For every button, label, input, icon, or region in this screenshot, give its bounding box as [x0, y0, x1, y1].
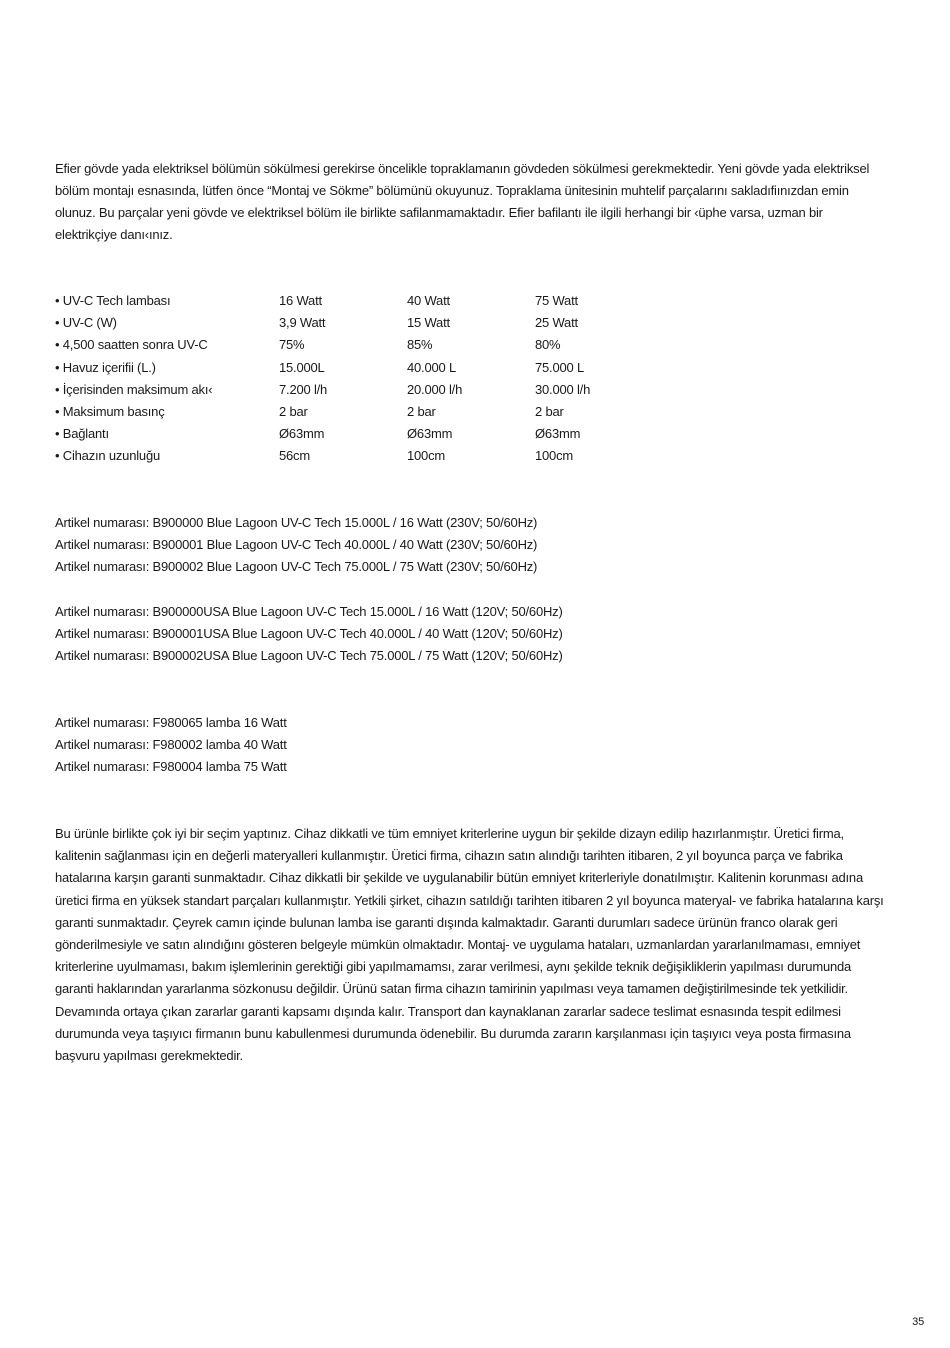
spec-value-75w: 100cm [535, 448, 574, 464]
article-number-line: Artikel numarası: B900000 Blue Lagoon UV-C Tech 15.000L / 16 Watt (230V; 50/60Hz) [55, 515, 538, 530]
spec-value-40w: 15 Watt [407, 315, 450, 331]
spec-label: • Cihazın uzunluğu [55, 448, 161, 464]
spec-row [55, 423, 655, 445]
spec-value-16w: Ø63mm [279, 426, 325, 442]
spec-value-40w: 20.000 l/h [407, 381, 463, 397]
spec-label: • Bağlantı [55, 426, 109, 442]
spec-label: • İçerisinden maksimum akı‹ [55, 381, 213, 397]
spec-value-75w: 75 Watt [535, 293, 578, 308]
spec-label: • 4,500 saatten sonra UV-C [55, 337, 208, 353]
spec-value-16w: 75% [279, 337, 305, 353]
spec-value-40w: 100cm [407, 448, 446, 464]
spec-value-40w: 2 bar [407, 403, 436, 419]
article-number-line: Artikel numarası: F980004 lamba 75 Watt [55, 759, 287, 774]
spec-value-75w: 80% [535, 337, 561, 353]
spec-value-40w: 40.000 L [407, 359, 457, 375]
article-number-line: Artikel numarası: F980065 lamba 16 Watt [55, 715, 287, 730]
spec-row [55, 445, 655, 467]
article-number-line: Artikel numarası: B900001USA Blue Lagoon UV-C Tech 40.000L / 40 Watt (120V; 50/60Hz) [55, 626, 563, 641]
spec-label: • UV-C (W) [55, 315, 117, 331]
spec-row [55, 401, 655, 423]
spec-row [55, 379, 655, 401]
article-number-line: Artikel numarası: B900000USA Blue Lagoon UV-C Tech 15.000L / 16 Watt (120V; 50/60Hz) [55, 604, 563, 619]
article-number-line: Artikel numarası: B900002 Blue Lagoon UV-C Tech 75.000L / 75 Watt (230V; 50/60Hz) [55, 559, 538, 574]
spec-value-16w: 15.000L [279, 359, 325, 375]
spec-value-16w: 56cm [279, 448, 310, 464]
spec-row [55, 312, 655, 334]
spec-row [55, 357, 655, 379]
spec-label: • UV-C Tech lambası [55, 293, 171, 308]
article-numbers-eu [55, 512, 815, 578]
spec-value-16w: 2 bar [279, 403, 308, 419]
spec-value-16w: 16 Watt [279, 293, 322, 308]
spec-table [55, 290, 655, 468]
article-numbers-lamps [55, 712, 815, 778]
spec-row [55, 334, 655, 356]
spec-value-75w: Ø63mm [535, 426, 581, 442]
spec-row [55, 290, 655, 312]
article-numbers-usa [55, 601, 815, 667]
spec-value-75w: 75.000 L [535, 359, 585, 375]
spec-value-40w: 85% [407, 337, 433, 353]
article-number-line: Artikel numarası: B900002USA Blue Lagoon UV-C Tech 75.000L / 75 Watt (120V; 50/60Hz) [55, 648, 563, 663]
spec-label: • Havuz içerifii (L.) [55, 359, 156, 375]
spec-value-16w: 7.200 l/h [279, 381, 328, 397]
spec-value-40w: 40 Watt [407, 293, 450, 308]
spec-value-40w: Ø63mm [407, 426, 453, 442]
spec-value-75w: 2 bar [535, 403, 564, 419]
intro-paragraph: Efier gövde yada elektriksel bölümün sökülmesi gerekirse öncelikle topraklamanın gövdeden sökülmesi gerekmektedir. Yeni gövde yada elektriksel bölüm montajı esnasında, lütfen önce “Montaj ve Sökme” bölümünü okuyunuz. Topraklama ünitesinin muhtelif parçalarını sakladıfiınızdan emin olunuz. Bu parçalar yeni gövde ve elektriksel bölüm ile birlikte safilanmamaktadır. Efier bafilantı ile ilgili herhangi bir ‹üphe varsa, uzman bir elektrikçiye danı‹ınız. [55, 161, 870, 242]
page-number: 35 [912, 1316, 924, 1328]
article-number-line: Artikel numarası: B900001 Blue Lagoon UV-C Tech 40.000L / 40 Watt (230V; 50/60Hz) [55, 537, 538, 552]
spec-label: • Maksimum basınç [55, 403, 165, 419]
spec-value-16w: 3,9 Watt [279, 315, 326, 331]
spec-value-75w: 30.000 l/h [535, 381, 591, 397]
article-number-line: Artikel numarası: F980002 lamba 40 Watt [55, 737, 287, 752]
spec-value-75w: 25 Watt [535, 315, 578, 331]
warranty-paragraph: Bu ürünle birlikte çok iyi bir seçim yaptınız. Cihaz dikkatli ve tüm emniyet kriterlerine uygun bir şekilde dizayn edilip hazırlanmıştır. Üretici firma, kalitenin sağlanması için en değerli materyalleri kullanmıştır. Üretici firma, cihazın satın alındığı tarihten itibaren, 2 yıl boyunca parça ve fabrika hatalarına karşın garanti sunmaktadır. Cihaz dikkatli bir şekilde ve uygulanabilir bütün emniyet kriterleriyle donatılmıştır. Kalitenin korunması adına üretici firma en yüksek standart parçaları kullanmıştır. Yetkili şirket, cihazın satıldığı tarihten itibaren 2 yıl boyunca materyal- ve fabrika hatalarına karşı garanti sunmaktadır. Çeyrek camın içinde bulunan lamba ise garanti dışında kalmaktadır. Garanti durumları sadece ürünün franco olarak geri gönderilmesiyle ve satın alındığını gösteren belgeyle mümkün olmaktadır. Montaj- ve uygulama hataları, uzmanlardan yararlanılmaması, emniyet kriterlerine uyulmaması, bakım işlemlerinin gerektiği gibi yapılmamamsı, zarar verilmesi, aynı şekilde teknik değişikliklerin yapılması durumunda garanti haklarından yararlanma sözkonusu değildir. Ürünü satan firma cihazın tamirinin yapılması veya tamamen değiştirilmesinde tek yetkilidir. Devamında ortaya çıkan zararlar garanti kapsamı dışında kalır. Transport dan kaynaklanan zararlar sadece teslimat esnasında tespit edilmesi durumunda veya taşıyıcı firmanın bunu kabullenmesi durumunda ödenebilir. Bu durumda zararın karşılanması için taşıyıcı veya posta firmasına başvuru yapılması gerekmektedir. [55, 826, 884, 1064]
